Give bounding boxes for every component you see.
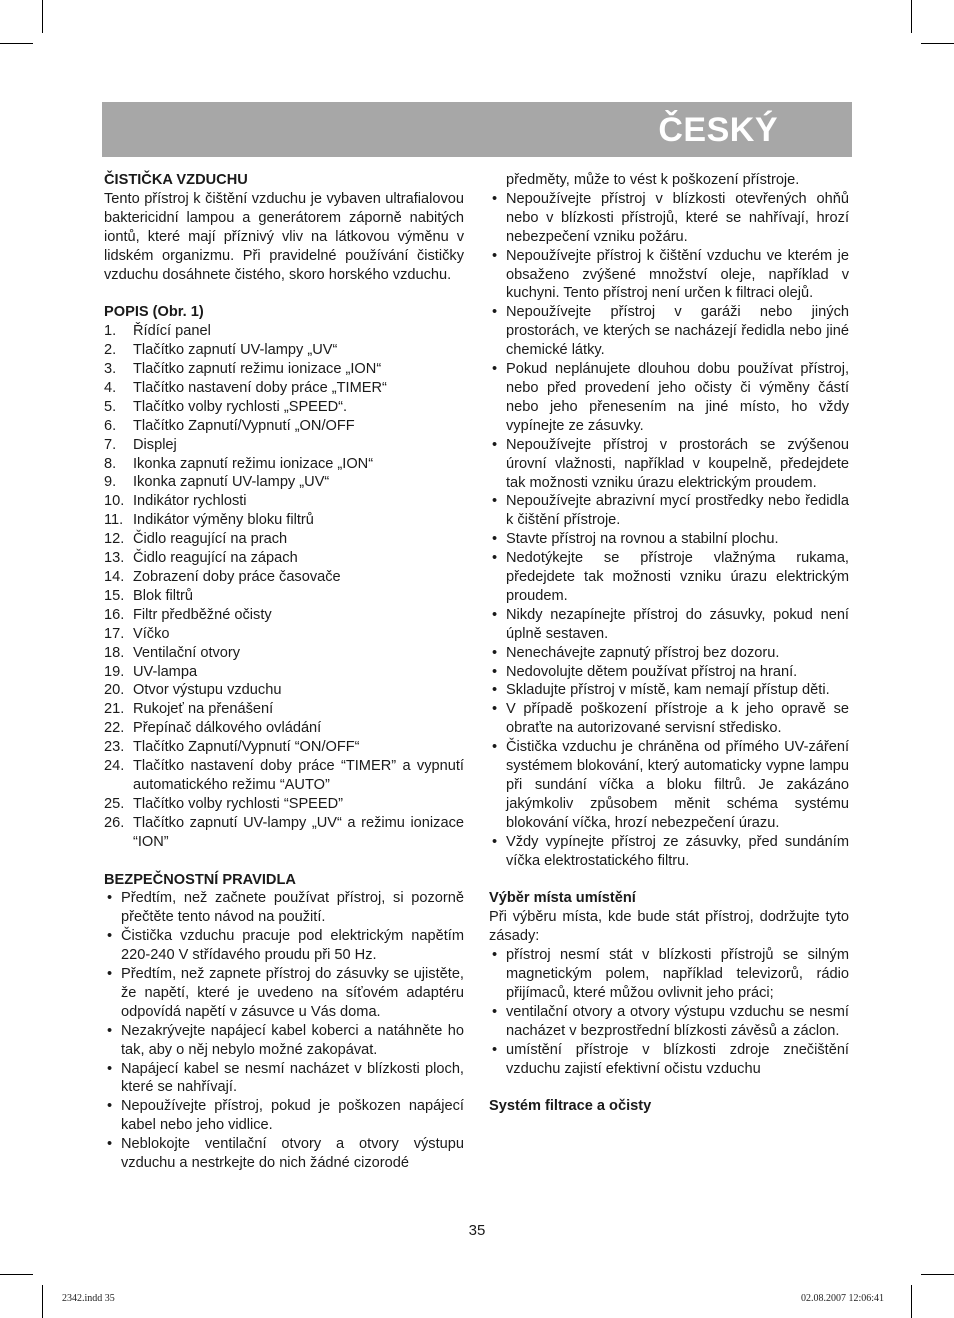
list-item [104,757,464,795]
list-item-text: Indikátor výměny bloku filtrů [133,512,314,529]
bullet-item: • Skladujte přístroj v místě, kam nemají přístup děti. [489,681,849,700]
list-item [104,814,464,852]
crop-mark [0,1274,33,1275]
intro-paragraph: Tento přístroj k čištění vzduchu je vybaven ultrafialovou baktericidní lampou a generátorem záporně nabitých iontů, které mají příznivý vliv na látkovou výměnu v lidském organizmu. Při pravidelné používání čističky vzduchu dosáhnete čistého, skoro horského vzduchu. [104,190,464,283]
list-item [104,417,464,436]
list-item-number: 18. [104,644,125,661]
list-item-text: Ikonka zapnutí UV-lampy „UV“ [133,474,330,491]
bullet-item: • Nedotýkejte se přístroje vlažnýma rukama, předejdete tak možnosti vzniku úrazu elektrickým proudem. [489,549,849,606]
list-item-text: Tlačítko volby rychlosti “SPEED” [133,795,344,812]
language-title: ČESKÝ [658,111,778,149]
bullet-item: • přístroj nesmí stát v blízkosti přístrojů se silným magnetickým polem, například televizorů, rádio přijímaců, které můžou ovlivnit jeho práci; [489,946,849,1003]
list-item [104,492,464,511]
bullet-item: • umístění přístroje v blízkosti zdroje znečištění vzduchu zajistí efektivní očistu vzduchu [489,1041,849,1079]
placement-intro: Při výběru místa, kde bude stát přístroj, dodržujte tyto zásady: [489,909,849,945]
list-item-text: Přepínač dálkového ovládání [133,720,322,737]
list-item [104,379,464,398]
bullet-item: • Nepoužívejte přístroj v blízkosti otevřených ohňů nebo v blízkosti přístrojů, které se nahřívají, hrozí nebezpečení vzniku požáru. [489,190,849,247]
list-item [104,606,464,625]
list-item-text: Tlačítko nastavení doby práce „TIMER“ [133,379,387,396]
bullet-item: • Nepoužívejte přístroj, pokud je poškozen napájecí kabel nebo jeho vidlice. [104,1097,464,1135]
parts-list [104,322,464,851]
bullet-item: • Nepoužívejte přístroj v prostorách se zvýšenou úrovní vlažnosti, například v koupelně, předejdete tak možnosti vzniku úrazu elektrickým proudem. [489,436,849,493]
bullet-item: • Čistička vzduchu pracuje pod elektrickým napětím 220-240 V střídavého proudu při 50 Hz. [104,927,464,965]
bullet-item: • Předtím, než začnete používat přístroj, si pozorně přečtěte tento návod na použití. [104,889,464,927]
bullet-item: • Nezakrývejte napájecí kabel koberci a natáhněte ho tak, aby o něj nebylo možné zakopávat. [104,1022,464,1060]
bullet-item: • Nedovolujte dětem používat přístroj na hraní. [489,663,849,682]
list-item-number: 10. [104,493,125,510]
footer-file: 2342.indd 35 [62,1293,115,1304]
list-item [104,549,464,568]
bullet-item: • Stavte přístroj na rovnou a stabilní plochu. [489,530,849,549]
bullet-item: • Nepoužívejte přístroj k čištění vzduchu ve kterém je obsaženo zvýšené množství oleje, například v kuchyni. Tento přístroj není určen k filtraci olejů. [489,247,849,304]
list-item [104,341,464,360]
bullet-item: • V případě poškození přístroje a k jeho opravě se obraťte na autorizované servisní středisko. [489,700,849,738]
list-item [104,719,464,738]
list-item [104,587,464,606]
crop-mark [0,43,33,44]
list-item-number: 2. [104,342,117,359]
list-item-text: Tlačítko zapnutí UV-lampy „UV“ [133,342,338,359]
list-item [104,511,464,530]
list-item-text: Ventilační otvory [133,644,241,661]
bullet-item: • Nikdy nezapínejte přístroj do zásuvky, pokud není úplně sestaven. [489,606,849,644]
list-item-text: Zobrazení doby práce časovače [133,569,341,586]
list-item [104,644,464,663]
bullet-item: • Napájecí kabel se nesmí nacházet v blízkosti ploch, které se nahřívají. [104,1060,464,1098]
list-item-number: 1. [104,323,117,340]
footer-timestamp: 02.08.2007 12:06:41 [800,1293,884,1304]
list-item-number: 7. [104,436,117,453]
list-item-text: Blok filtrů [133,587,194,604]
list-item-text: Filtr předběžné očisty [133,606,272,623]
list-item-text: Displej [133,436,177,453]
list-item-text: UV-lampa [133,663,198,680]
list-item-number: 12. [104,531,125,548]
list-item-number: 17. [104,625,125,642]
list-item-text: Rukojeť na přenášení [133,701,274,718]
list-item [104,530,464,549]
list-item-number: 6. [104,417,117,434]
right-column [489,171,849,1116]
list-item-number: 23. [104,739,125,756]
crop-mark [911,1285,912,1318]
bullet-item: • Nepoužívejte přístroj v garáži nebo jiných prostorách, ve kterých se nacházejí ředidla nebo jiné chemické látky. [489,303,849,360]
list-item [104,795,464,814]
continuation-text: předměty, může to vést k poškození přístroje. [506,172,800,188]
list-item-number: 5. [104,398,117,415]
bullet-item: • Čistička vzduchu je chráněna od přímého UV-záření systémem blokování, který automaticky vypne lampu při sundání víčka a bloku filtrů. Je zakázáno jakýmkoliv způsobem měnit schéma systému blokování víčka, hrozí nebezpečení úrazu. [489,738,849,833]
safety-list-right [489,190,849,871]
section-heading-air-purifier: ČISTIČKA VZDUCHU [104,172,248,188]
list-item-text: Řídící panel [133,323,211,340]
list-item-number: 3. [104,361,117,378]
list-item [104,360,464,379]
section-heading-placement: Výběr místa umístění [489,890,636,907]
list-item-number: 15. [104,587,125,604]
list-item [104,681,464,700]
list-item [104,455,464,474]
section-heading-description: POPIS (Obr. 1) [104,304,204,321]
list-item-text: Otvor výstupu vzduchu [133,682,282,699]
section-heading-filtration: Systém filtrace a očisty [489,1098,652,1115]
crop-mark [921,43,954,44]
list-item-text: Tlačítko Zapnutí/Vypnutí “ON/OFF“ [133,739,360,756]
bullet-item: • Nenechávejte zapnutý přístroj bez dozoru. [489,644,849,663]
list-item [104,473,464,492]
language-header-bar [102,102,852,157]
safety-list-left [104,889,464,1173]
crop-mark [921,1274,954,1275]
list-item [104,700,464,719]
crop-mark [42,1285,43,1318]
bullet-item: • Pokud neplánujete dlouhou dobu používat přístroj, nebo před provedení jeho očisty či výměny částí nebo jeho přenesením na jiné místo, ho vždy vypínejte ze zásuvky. [489,360,849,436]
list-item-number: 4. [104,379,117,396]
list-item-number: 21. [104,701,125,718]
list-item-number: 25. [104,795,125,812]
list-item-number: 19. [104,663,125,680]
list-item [104,625,464,644]
list-item-number: 14. [104,569,125,586]
bullet-item: • Neblokojte ventilační otvory a otvory výstupu vzduchu a nestrkejte do nich žádné cizorodé [104,1135,464,1173]
list-item-text: Čidlo reagující na zápach [133,550,298,567]
list-item-number: 24. [104,758,125,775]
crop-mark [42,0,43,33]
list-item-number: 20. [104,682,125,699]
list-item-number: 26. [104,814,125,831]
placement-list [489,946,849,1078]
list-item-number: 13. [104,550,125,567]
list-item [104,322,464,341]
list-item-number: 11. [104,512,124,529]
list-item-number: 22. [104,720,125,737]
list-item-text: Tlačítko volby rychlosti „SPEED“. [133,398,348,415]
bullet-item: • Nepoužívejte abrazivní mycí prostředky nebo ředidla k čištění přístroje. [489,492,849,530]
list-item-number: 8. [104,455,117,472]
bullet-item: • Předtím, než zapnete přístroj do zásuvky se ujistěte, že napětí, které je uvedeno na síťovém adaptéru odpovídá napětí v zásuvce u Vás doma. [104,965,464,1022]
left-column [104,171,464,1173]
list-item-text: Tlačítko zapnutí režimu ionizace „ION“ [133,361,382,378]
section-heading-safety: BEZPEČNOSTNÍ PRAVIDLA [104,871,296,888]
list-item-number: 16. [104,606,125,623]
list-item-text: Víčko [133,625,170,642]
list-item-text: Tlačítko nastavení doby práce “TIMER” a vypnutí automatického režimu “AUTO” [133,758,464,793]
crop-mark [911,0,912,33]
list-item-text: Ikonka zapnutí režimu ionizace „ION“ [133,455,374,472]
list-item [104,398,464,417]
page-number: 35 [468,1222,486,1239]
list-item [104,568,464,587]
list-item-text: Čidlo reagující na prach [133,531,288,548]
list-item [104,663,464,682]
list-item [104,436,464,455]
list-item-text: Tlačítko Zapnutí/Vypnutí „ON/OFF [133,417,355,434]
list-item-number: 9. [104,474,117,491]
list-item-text: Tlačítko zapnutí UV-lampy „UV“ a režimu ionizace “ION” [133,814,464,850]
bullet-item: • ventilační otvory a otvory výstupu vzduchu se nesmí nacházet v bezprostřední blízkosti závěsů a záclon. [489,1003,849,1041]
list-item [104,738,464,757]
bullet-item: • Vždy vypínejte přístroj ze zásuvky, před sundáním víčka elektrostatického filtru. [489,833,849,871]
list-item-text: Indikátor rychlosti [133,493,247,510]
